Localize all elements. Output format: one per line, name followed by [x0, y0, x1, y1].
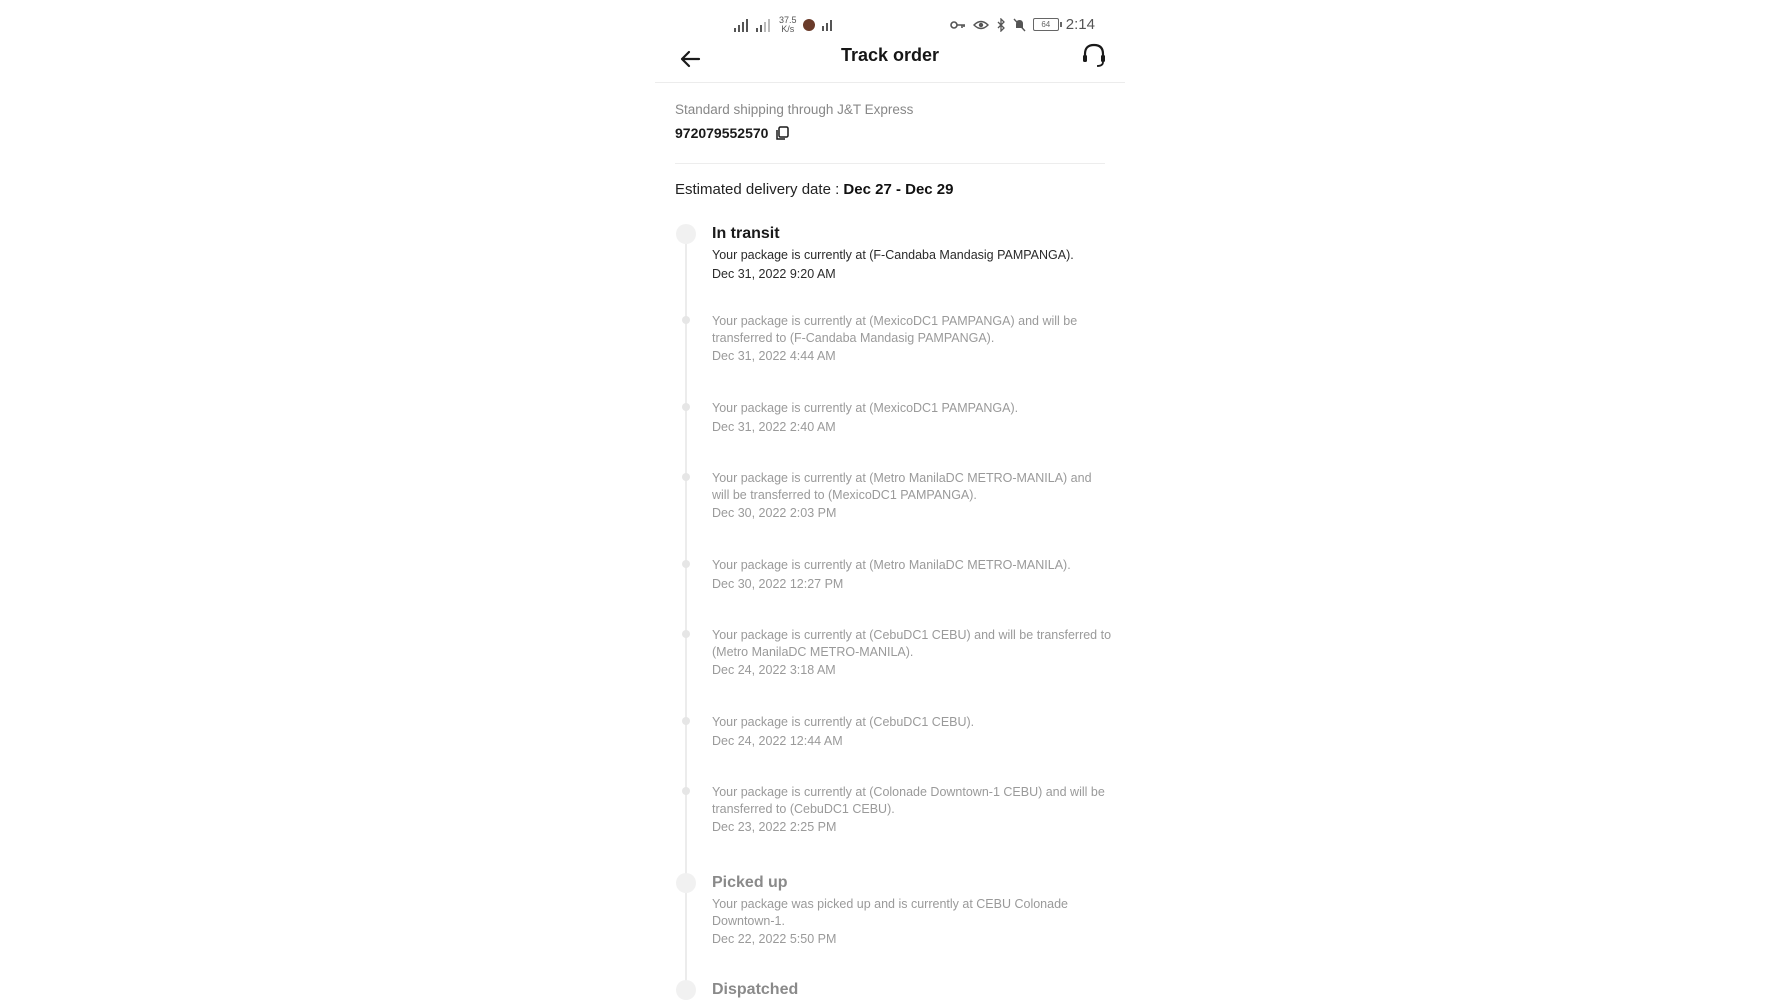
timeline-event [712, 980, 1112, 1000]
timeline-node [682, 316, 690, 324]
timeline-event [712, 313, 1112, 365]
event-description: Your package is currently at (MexicoDC1 PAMPANGA). [712, 401, 1019, 415]
event-description: Your package is currently at (CebuDC1 CEBU). [712, 715, 975, 729]
event-time: Dec 24, 2022 12:44 AM [712, 733, 843, 748]
tracking-timeline [655, 0, 1125, 1000]
event-time: Dec 31, 2022 2:40 AM [712, 419, 836, 434]
timeline-node-current [676, 224, 696, 244]
timeline-node [682, 560, 690, 568]
event-status: Dispatched [712, 981, 799, 998]
event-description: Your package is currently at (Metro ManilaDC METRO-MANILA) and will be transferred to (MexicoDC1 PAMPANGA). [712, 471, 1092, 502]
phone-screen [655, 0, 1125, 1000]
estimated-delivery-value: Dec 27 - Dec 29 [843, 181, 954, 198]
timeline-node [682, 717, 690, 725]
tracking-number: 972079552570 [675, 125, 769, 141]
event-time: Dec 31, 2022 9:20 AM [712, 266, 836, 281]
timeline-event [712, 400, 1112, 435]
event-time: Dec 23, 2022 2:25 PM [712, 820, 837, 834]
timeline-event [712, 627, 1112, 679]
event-description: Your package was picked up and is currently at CEBU Colonade Downtown-1. [712, 897, 1068, 928]
event-description: Your package is currently at (F-Candaba Mandasig PAMPANGA). [712, 248, 1074, 262]
event-time: Dec 31, 2022 4:44 AM [712, 349, 836, 363]
event-description: Your package is currently at (Colonade Downtown-1 CEBU) and will be transferred to (CebuDC1 CEBU). [712, 785, 1105, 816]
network-speed-value: 37.5 [779, 15, 797, 25]
timeline-event [712, 557, 1112, 592]
timeline-node [682, 403, 690, 411]
timeline-event [712, 784, 1112, 836]
event-description: Your package is currently at (CebuDC1 CEBU) and will be transferred to (Metro ManilaDC METRO-MANILA). [712, 628, 1112, 659]
event-description: Your package is currently at (MexicoDC1 PAMPANGA) and will be transferred to (F-Candaba Mandasig PAMPANGA). [712, 314, 1078, 345]
timeline-event [712, 873, 1112, 948]
page-title: Track order [840, 45, 940, 65]
timeline-node [682, 787, 690, 795]
battery-level: 64 [1041, 20, 1051, 29]
clock: 2:14 [1065, 16, 1095, 33]
timeline-event [712, 470, 1112, 522]
timeline-node [682, 630, 690, 638]
timeline-node [682, 473, 690, 481]
timeline-event [712, 224, 1112, 282]
timeline-node-milestone [676, 980, 696, 1000]
network-speed-unit: K/s [781, 24, 795, 34]
event-time: Dec 30, 2022 12:27 PM [712, 576, 844, 591]
event-time: Dec 24, 2022 3:18 AM [712, 663, 836, 677]
estimated-delivery-label: Estimated delivery date : [675, 181, 844, 198]
event-status: Picked up [712, 874, 788, 891]
carrier-line: Standard shipping through J&T Express [675, 102, 914, 117]
timeline-node-milestone [676, 873, 696, 893]
timeline-event [712, 714, 1112, 749]
event-time: Dec 22, 2022 5:50 PM [712, 932, 837, 946]
event-time: Dec 30, 2022 2:03 PM [712, 506, 837, 520]
event-status: In transit [712, 225, 780, 242]
event-description: Your package is currently at (Metro ManilaDC METRO-MANILA). [712, 558, 1071, 572]
